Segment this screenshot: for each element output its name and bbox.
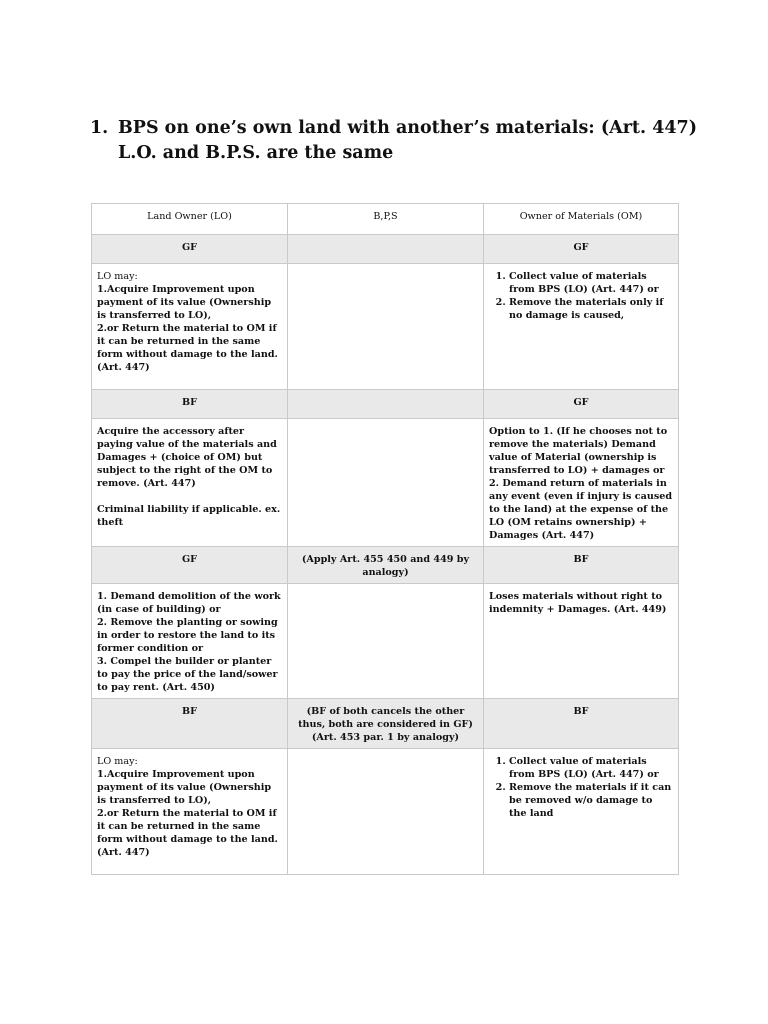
- faith-row-2: [92, 390, 679, 419]
- rights-row-2: [92, 419, 679, 547]
- om-rights-cell: [484, 749, 679, 875]
- rights-row-1: [92, 264, 679, 390]
- heading-number: 1.: [90, 118, 109, 138]
- lo-option-2: 2. Remove the planting or sowing in order to restore the land to its former condition or: [97, 617, 278, 654]
- faith-row-3: [92, 547, 679, 584]
- lo-intro: LO may:: [97, 756, 138, 767]
- om-faith-label: GF: [484, 235, 679, 264]
- lo-intro: LO may:: [97, 271, 138, 282]
- om-faith-label: GF: [484, 390, 679, 419]
- section-heading: [90, 116, 698, 166]
- header-owner-materials: Owner of Materials (OM): [484, 204, 679, 235]
- bps-faith-label: [288, 235, 484, 264]
- om-rights-cell: [484, 264, 679, 390]
- heading-line-2: L.O. and B.P.S. are the same: [118, 143, 394, 163]
- om-faith-label: BF: [484, 547, 679, 584]
- lo-option-1: Acquire the accessory after paying value of the materials and Damages + (choice of OM) but subject to the right of the OM to remove. (Art. 447): [97, 426, 277, 489]
- faith-row-4: [92, 699, 679, 749]
- heading-line-1: BPS on one’s own land with another’s materials: (Art. 447): [118, 118, 698, 138]
- lo-option-3: 3. Compel the builder or planter to pay the price of the land/sower to pay rent. (Art. 450): [97, 656, 278, 693]
- lo-option-2: 2.or Return the material to OM if it can be returned in the same form without damage to the land. (Art. 447): [97, 323, 278, 373]
- rights-row-3: [92, 584, 679, 699]
- om-faith-label: BF: [484, 699, 679, 749]
- header-bps: B,P,S: [288, 204, 484, 235]
- lo-faith-label: BF: [92, 699, 288, 749]
- bps-faith-label: (BF of both cancels the other thus, both are considered in GF) (Art. 453 par. 1 by analogy): [288, 699, 484, 749]
- lo-rights-cell: [92, 264, 288, 390]
- om-option-2: 2. Remove the materials if it can be removed w/o damage to the land: [509, 781, 673, 820]
- om-rights-cell: [484, 584, 679, 699]
- lo-rights-cell: [92, 584, 288, 699]
- om-rights-cell: [484, 419, 679, 547]
- lo-option-1: 1. Demand demolition of the work (in case of building) or: [97, 591, 281, 615]
- bps-faith-label: [288, 390, 484, 419]
- lo-option-1: 1.Acquire Improvement upon payment of its value (Ownership is transferred to LO),: [97, 284, 272, 321]
- bps-rights-cell: [288, 264, 484, 390]
- om-option-1: 1. Collect value of materials from BPS (LO) (Art. 447) or: [509, 755, 673, 781]
- rights-row-4: [92, 749, 679, 875]
- header-land-owner: Land Owner (LO): [92, 204, 288, 235]
- comparison-table: [91, 203, 679, 875]
- bps-rights-cell: [288, 749, 484, 875]
- lo-criminal-liability: Criminal liability if applicable. ex. theft: [97, 504, 281, 528]
- om-option-1: Option to 1. (If he chooses not to remove the materials) Demand value of Material (ownership is transferred to LO) + damages or: [489, 426, 668, 476]
- om-option-2: 2. Demand return of materials in any event (even if injury is caused to the land) at the expense of the LO (OM retains ownership) + Damages (Art. 447): [489, 478, 673, 541]
- om-option-1: Loses materials without right to indemnity + Damages. (Art. 449): [489, 591, 667, 615]
- om-option-2: 2. Remove the materials only if no damage is caused,: [509, 296, 673, 322]
- lo-faith-label: GF: [92, 235, 288, 264]
- lo-option-2: 2.or Return the material to OM if it can be returned in the same form without damage to the land. (Art. 447): [97, 808, 278, 858]
- faith-row-1: [92, 235, 679, 264]
- om-option-1: 1. Collect value of materials from BPS (LO) (Art. 447) or: [509, 270, 673, 296]
- lo-rights-cell: [92, 419, 288, 547]
- lo-faith-label: GF: [92, 547, 288, 584]
- lo-faith-label: BF: [92, 390, 288, 419]
- bps-rights-cell: [288, 584, 484, 699]
- lo-rights-cell: [92, 749, 288, 875]
- bps-rights-cell: [288, 419, 484, 547]
- lo-option-1: 1.Acquire Improvement upon payment of its value (Ownership is transferred to LO),: [97, 769, 272, 806]
- header-row: [92, 204, 679, 235]
- bps-faith-label: (Apply Art. 455 450 and 449 by analogy): [288, 547, 484, 584]
